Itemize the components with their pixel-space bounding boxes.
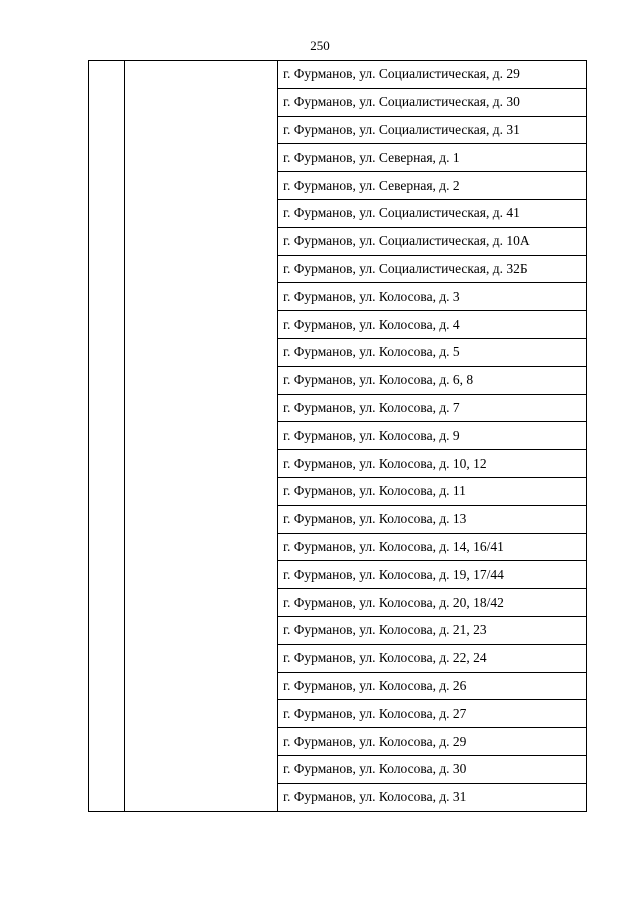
address-cell: г. Фурманов, ул. Колосова, д. 30	[278, 755, 587, 783]
address-cell: г. Фурманов, ул. Колосова, д. 29	[278, 728, 587, 756]
table-row	[89, 61, 587, 89]
address-cell: г. Фурманов, ул. Колосова, д. 7	[278, 394, 587, 422]
address-cell: г. Фурманов, ул. Социалистическая, д. 31	[278, 116, 587, 144]
address-table	[88, 60, 587, 812]
address-cell: г. Фурманов, ул. Колосова, д. 4	[278, 311, 587, 339]
address-cell: г. Фурманов, ул. Социалистическая, д. 10А	[278, 227, 587, 255]
address-cell: г. Фурманов, ул. Колосова, д. 13	[278, 505, 587, 533]
address-cell: г. Фурманов, ул. Колосова, д. 26	[278, 672, 587, 700]
address-cell: г. Фурманов, ул. Колосова, д. 27	[278, 700, 587, 728]
address-cell: г. Фурманов, ул. Социалистическая, д. 29	[278, 61, 587, 89]
address-cell: г. Фурманов, ул. Колосова, д. 10, 12	[278, 450, 587, 478]
address-cell: г. Фурманов, ул. Колосова, д. 3	[278, 283, 587, 311]
address-cell: г. Фурманов, ул. Социалистическая, д. 30	[278, 88, 587, 116]
address-cell: г. Фурманов, ул. Социалистическая, д. 32Б	[278, 255, 587, 283]
address-cell: г. Фурманов, ул. Колосова, д. 21, 23	[278, 616, 587, 644]
address-cell: г. Фурманов, ул. Социалистическая, д. 41	[278, 199, 587, 227]
address-cell: г. Фурманов, ул. Северная, д. 1	[278, 144, 587, 172]
row-number-cell	[89, 61, 125, 812]
page-number: 250	[310, 38, 330, 53]
address-cell: г. Фурманов, ул. Колосова, д. 5	[278, 338, 587, 366]
address-table-body	[89, 61, 587, 812]
address-cell: г. Фурманов, ул. Колосова, д. 20, 18/42	[278, 589, 587, 617]
settlement-name-cell	[125, 61, 278, 812]
address-cell: г. Фурманов, ул. Колосова, д. 14, 16/41	[278, 533, 587, 561]
address-cell: г. Фурманов, ул. Колосова, д. 31	[278, 783, 587, 811]
address-cell: г. Фурманов, ул. Колосова, д. 11	[278, 477, 587, 505]
address-cell: г. Фурманов, ул. Колосова, д. 19, 17/44	[278, 561, 587, 589]
address-cell: г. Фурманов, ул. Колосова, д. 6, 8	[278, 366, 587, 394]
address-cell: г. Фурманов, ул. Колосова, д. 22, 24	[278, 644, 587, 672]
address-cell: г. Фурманов, ул. Северная, д. 2	[278, 172, 587, 200]
address-cell: г. Фурманов, ул. Колосова, д. 9	[278, 422, 587, 450]
